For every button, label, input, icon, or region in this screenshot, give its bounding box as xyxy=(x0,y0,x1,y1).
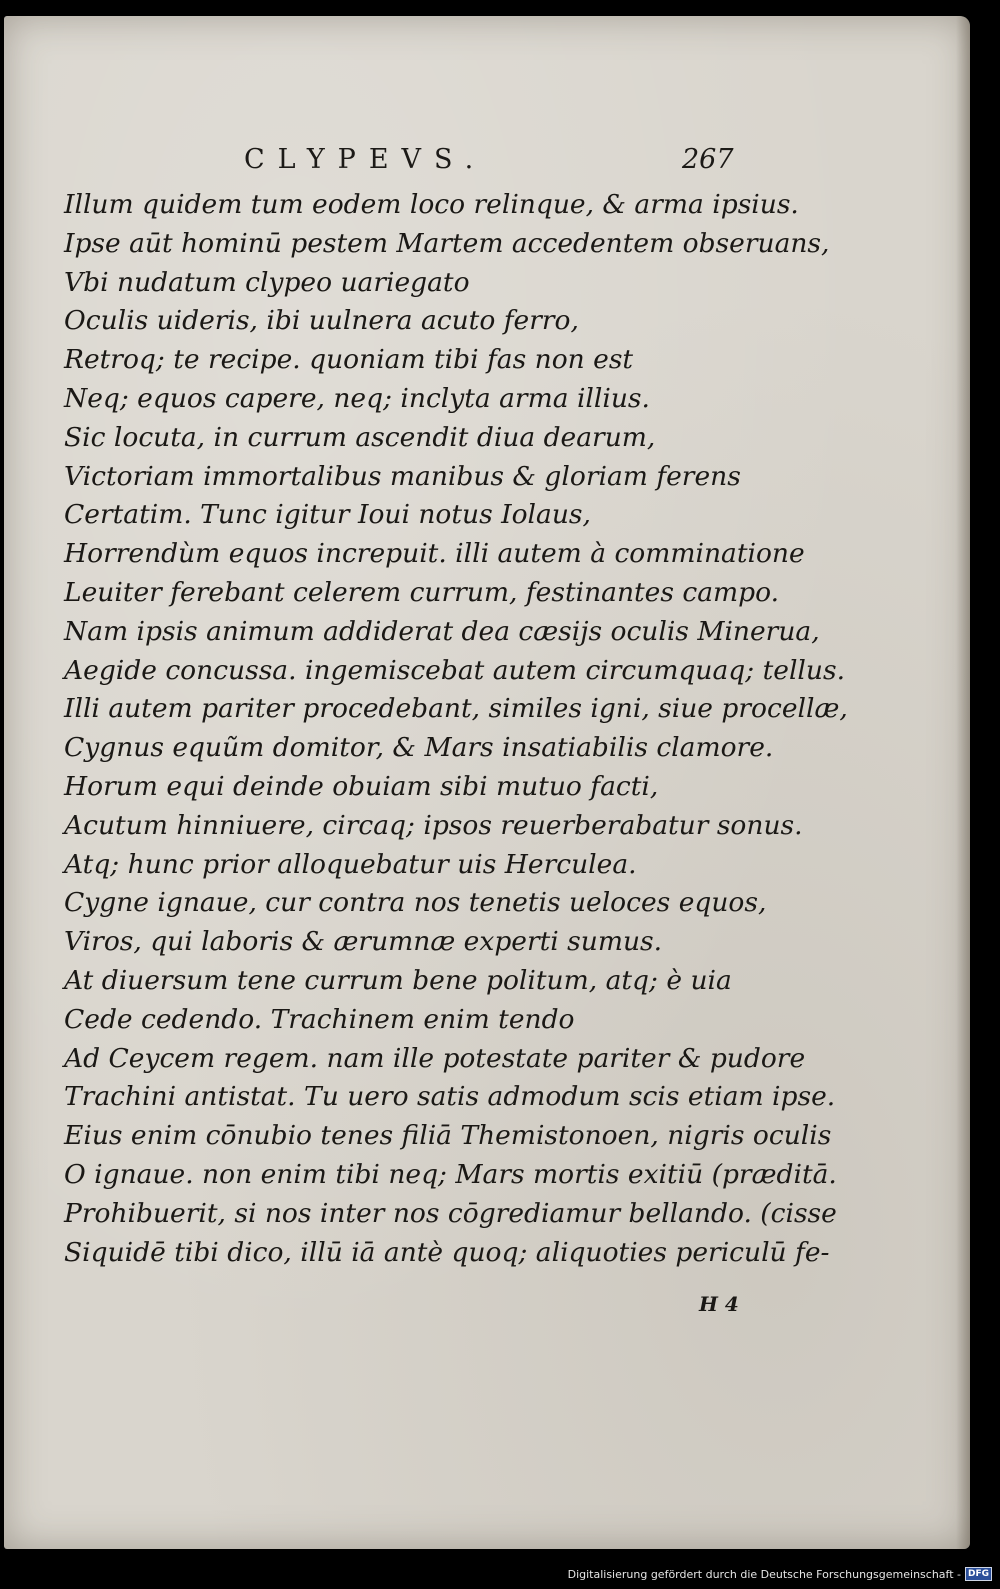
digitization-credit xyxy=(568,1564,992,1584)
text-line: Cede cedendo. Trachinem enim tendo xyxy=(64,1003,575,1035)
text-line: Leuiter ferebant celerem currum, festinantes campo. xyxy=(64,576,780,608)
text-line: Prohibuerit, si nos inter nos cōgrediamur bellando. (cisse xyxy=(64,1197,837,1229)
text-line: Eius enim cōnubio tenes filiā Themistonoen, nigris oculis xyxy=(64,1120,832,1152)
dfg-logo: DFG xyxy=(965,1567,992,1581)
book-page xyxy=(4,16,970,1549)
text-line: Atq; hunc prior alloquebatur uis Herculea. xyxy=(64,848,637,880)
text-line: Ipse aūt hominū pestem Martem accedentem obseruans, xyxy=(64,227,830,259)
text-line: Neq; equos capere, neq; inclyta arma illius. xyxy=(64,382,650,414)
text-line: Siquidē tibi dico, illū iā antè quoq; aliquoties periculū fe- xyxy=(64,1236,830,1268)
text-line: Oculis uideris, ibi uulnera acuto ferro, xyxy=(64,305,579,337)
text-line: Retroq; te recipe. quoniam tibi fas non est xyxy=(64,344,634,376)
text-line: Cygnus equũm domitor, & Mars insatiabilis clamore. xyxy=(64,732,774,764)
text-line: Acutum hinniuere, circaq; ipsos reuerberabatur sonus. xyxy=(64,809,803,841)
credit-text: Digitalisierung gefördert durch die Deutsche Forschungsgemeinschaft - xyxy=(567,1567,961,1581)
text-line: Victoriam immortalibus manibus & gloriam ferens xyxy=(64,460,741,492)
text-line: Ad Ceycem regem. nam ille potestate pariter & pudore xyxy=(64,1042,806,1074)
text-line: Sic locuta, in currum ascendit diua dearum, xyxy=(64,421,656,453)
text-line: Trachini antistat. Tu uero satis admodum scis etiam ipse. xyxy=(64,1081,836,1113)
text-line: Cygne ignaue, cur contra nos tenetis ueloces equos, xyxy=(64,887,767,919)
page-header xyxy=(4,144,970,184)
text-line: Aegide concussa. ingemiscebat autem circumquaq; tellus. xyxy=(64,654,845,686)
page-number: 267 xyxy=(682,144,734,175)
text-line: O ignaue. non enim tibi neq; Mars mortis exitiū (præditā. xyxy=(64,1158,837,1190)
running-title: CLYPEVS. xyxy=(244,144,487,175)
text-line: Horrendùm equos increpuit. illi autem à comminatione xyxy=(64,538,805,570)
text-line: Illum quidem tum eodem loco relinque, & arma ipsius. xyxy=(64,189,799,220)
text-line: Nam ipsis animum addiderat dea cæsijs oculis Mineruа, xyxy=(64,615,820,647)
verse-text-block xyxy=(64,186,848,1272)
text-line: Illi autem pariter procedebant, similes igni, siue procellæ, xyxy=(64,693,848,725)
text-line: At diuersum tene currum bene politum, atq; è uia xyxy=(64,964,732,996)
text-line: Vbi nudatum clypeo uariegato xyxy=(64,266,470,298)
catchword-signature: H 4 xyxy=(699,1292,739,1316)
text-line: Horum equi deinde obuiam sibi mutuo facti, xyxy=(64,770,659,802)
text-line: Certatim. Tunc igitur Ioui notus Iolaus, xyxy=(64,499,591,531)
text-line: Viros, qui laboris & ærumnæ experti sumus. xyxy=(64,926,663,958)
